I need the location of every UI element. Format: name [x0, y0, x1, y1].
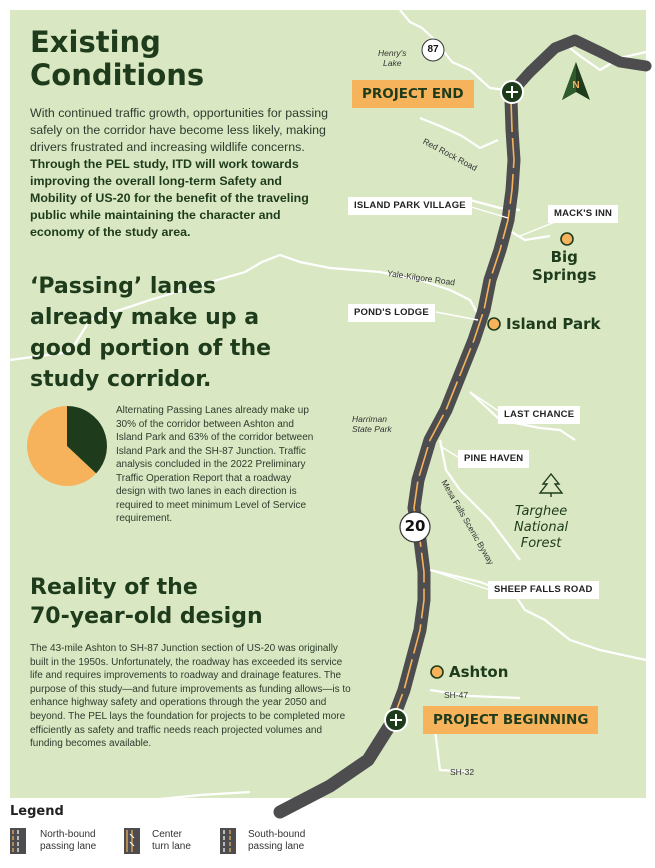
- heading-reality: Reality of the 70-year-old design: [30, 575, 263, 629]
- legend-swatch-center: [124, 828, 140, 854]
- callout-island-park-village: ISLAND PARK VILLAGE: [348, 197, 472, 215]
- ashton-dot: [431, 666, 443, 678]
- label-targhee-national-forest: Targhee National Forest: [514, 504, 569, 551]
- existing-conditions-paragraph: [30, 105, 330, 241]
- passing-lane-pie-chart: [27, 406, 107, 486]
- island-park-dot: [488, 318, 500, 330]
- big-springs-dot: [561, 233, 573, 245]
- label-henrys-lake: Henry's Lake: [378, 48, 407, 68]
- legend-title: Legend: [10, 804, 64, 819]
- project-beginning-marker: [385, 709, 407, 731]
- route-87-number: 87: [427, 44, 439, 55]
- callout-last-chance: LAST CHANCE: [498, 406, 580, 424]
- project-end-label: PROJECT END: [352, 80, 474, 108]
- label-mesa-falls-scenic-byway: Mesa Falls Scenic Byway: [439, 478, 497, 567]
- north-letter: N: [572, 80, 580, 91]
- legend-label-northbound: North-bound passing lane: [40, 829, 97, 852]
- town-big-springs: Big Springs: [532, 248, 597, 284]
- label-red-rock-road: Red Rock Road: [421, 136, 479, 174]
- legend-label-southbound: South-bound passing lane: [248, 829, 306, 852]
- town-ashton: Ashton: [449, 663, 509, 681]
- label-sh-32: SH-32: [450, 767, 475, 777]
- heading-existing-conditions: Existing Conditions: [30, 25, 205, 92]
- legend-label-center: Center turn lane: [152, 829, 191, 852]
- existing-paragraph-normal: With continued traffic growth, opportunities for passing safely on the corridor have become less likely, making drivers frustrated and increasing wildlife concerns.: [30, 106, 328, 154]
- callout-sheep-falls-road: SHEEP FALLS ROAD: [488, 581, 599, 599]
- legend-swatch-northbound: [10, 828, 26, 854]
- label-yale-kilgore-road: Yale-Kilgore Road: [386, 268, 456, 288]
- label-harriman-state-park: Harriman State Park: [352, 414, 392, 434]
- project-beginning-label: PROJECT BEGINNING: [423, 706, 598, 734]
- existing-paragraph-bold: Through the PEL study, ITD will work towards improving the overall long-term Safety and Mobility of US-20 for the benefit of the traveling public while maintaining the character and economy of the study area.: [30, 157, 309, 239]
- passing-lanes-paragraph: Alternating Passing Lanes already make up 30% of the corridor between Ashton and Island Park and 63% of the corridor between Island Park and the SH-87 Junction. Traffic analysis concluded in the 2022 Preliminary Traffic Operation Report that a roadway design with two lanes in each direction is required to meet minimum Level of Service requirement.: [116, 405, 314, 524]
- heading-passing-lanes: ‘Passing’ lanes already make up a good portion of the study corridor.: [30, 274, 272, 392]
- town-island-park: Island Park: [506, 315, 601, 333]
- legend-swatch-southbound: [220, 828, 236, 854]
- project-end-marker: [501, 81, 523, 103]
- route-20-number: 20: [404, 517, 426, 535]
- reality-paragraph: The 43-mile Ashton to SH-87 Junction section of US-20 was originally built in the 1950s. Unfortunately, the roadway has exceeded its service life and requires improvements to roadway and drainage features. The purpose of this study—and future improvements as funding allows—is to enhance highway safety and operations through the year 2050 and beyond. The PEL lays the foundation for projects to be completed more efficiently as safety and traffic needs reach projected volumes and funding becomes available.: [30, 643, 351, 750]
- callout-ponds-lodge: POND'S LODGE: [348, 304, 435, 322]
- label-sh-47: SH-47: [444, 690, 469, 700]
- callout-macks-inn: MACK'S INN: [548, 205, 618, 223]
- callout-pine-haven: PINE HAVEN: [458, 450, 529, 468]
